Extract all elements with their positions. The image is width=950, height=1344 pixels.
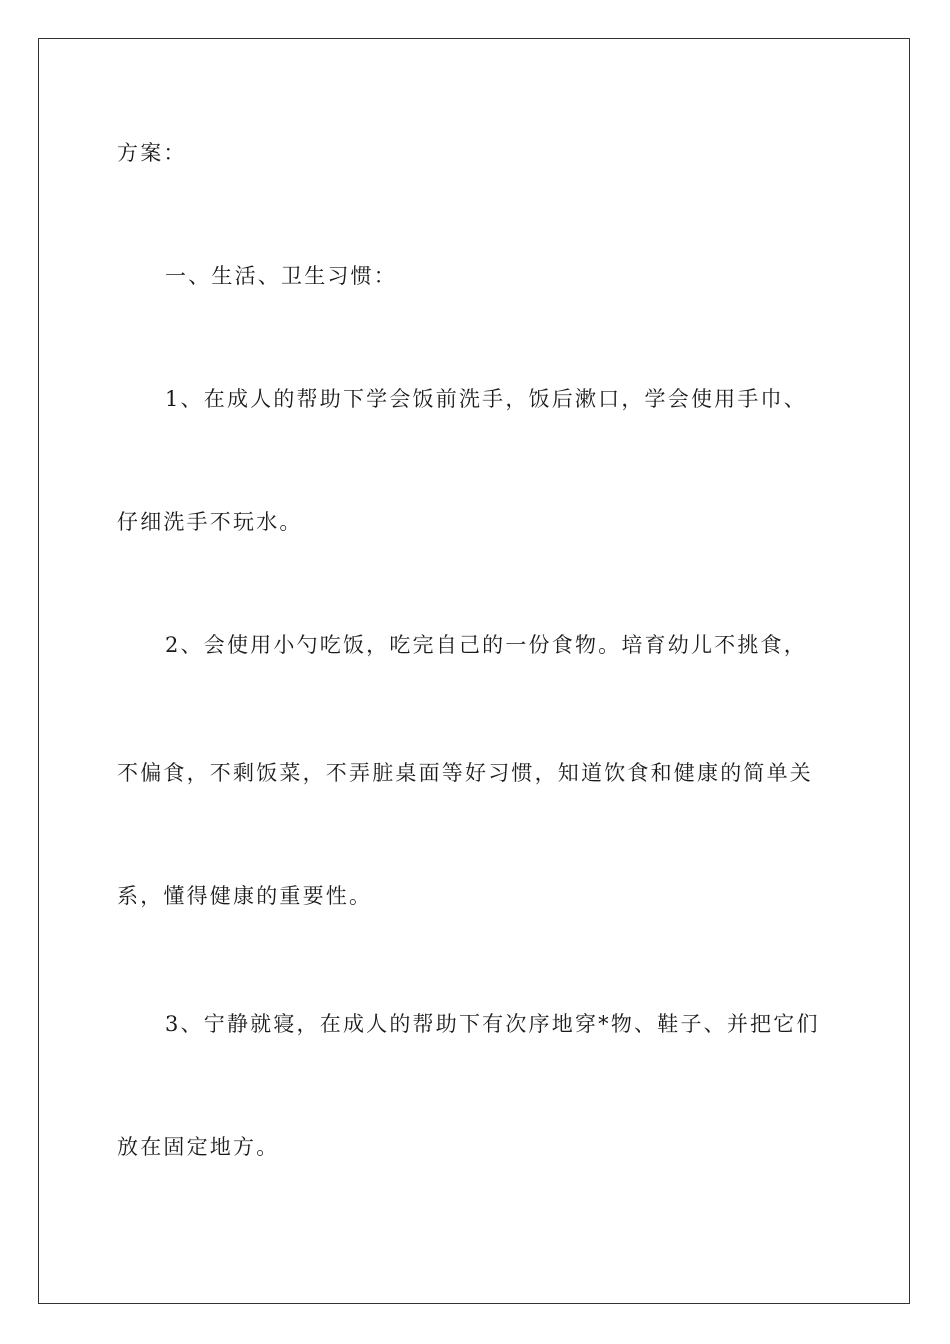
heading-plan: 方案： bbox=[117, 141, 187, 165]
paragraph-1-line-2: 仔细洗手不玩水。 bbox=[117, 510, 303, 534]
page-frame bbox=[38, 38, 910, 1304]
section-heading-hygiene: 一、生活、卫生习惯： bbox=[165, 264, 397, 288]
paragraph-2-line-2: 不偏食，不剩饭菜，不弄脏桌面等好习惯，知道饮食和健康的简单关 bbox=[117, 761, 813, 785]
paragraph-3-line-2: 放在固定地方。 bbox=[117, 1135, 280, 1159]
paragraph-3-line-1: 3、宁静就寝，在成人的帮助下有次序地穿*物、鞋子、并把它们 bbox=[165, 1012, 820, 1036]
paragraph-1-line-1: 1、在成人的帮助下学会饭前洗手，饭后漱口，学会使用手巾、 bbox=[165, 387, 807, 411]
paragraph-2-line-1: 2、会使用小勺吃饭，吃完自己的一份食物。培育幼儿不挑食， bbox=[165, 633, 807, 657]
paragraph-2-line-3: 系，懂得健康的重要性。 bbox=[117, 884, 373, 908]
